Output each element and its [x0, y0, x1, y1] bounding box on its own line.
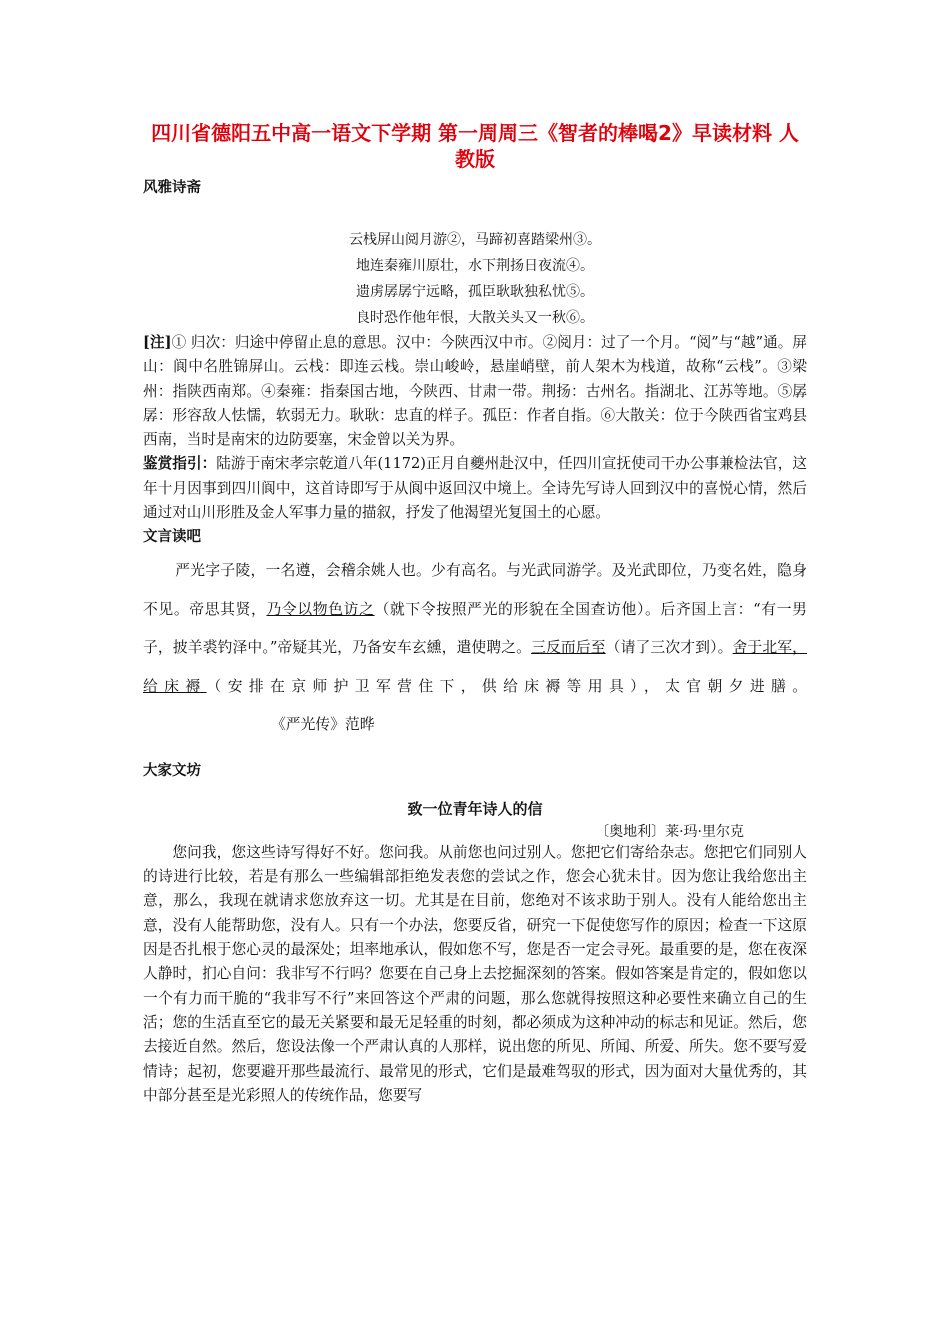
- underlined-phrase: 乃令以物色访之: [266, 600, 375, 618]
- section-heading-poetry: 风雅诗斋: [143, 180, 201, 196]
- section-heading-classical: 文言读吧: [143, 529, 201, 546]
- document-page: [143, 120, 807, 1108]
- letter-author: 〔奥地利〕莱·玛·里尔克: [595, 823, 744, 840]
- letter-title: 致一位青年诗人的信: [407, 799, 543, 818]
- classical-text: （请了三次才到）。: [605, 639, 733, 657]
- letter-body: 您问我，您这些诗写得好不好。您问我。从前您也问过别人。您把它们寄给杂志。您把它们同别人的诗进行比较，若是有那么一些编辑部拒绝发表您的尝试之作，您会心犹未甘。因为您让我给您出主意，那么，我现在就请求您放弃这一切。尤其是在目前，您绝对不该求助于别人。没有人能给您出主意，没有人能帮助您，没有人。只有一个办法，您要反省，研究一下促使您写作的原因；检查一下这原因是否扎根于您心灵的最深处；坦率地承认，假如您不写，您是否一定会寻死。最重要的是，您在夜深人静时，扪心自问：我非写不行吗？您要在自己身上去挖掘深刻的答案。假如答案是肯定的，假如您以一个有力而干脆的“我非写不行”来回答这个严肃的问题，那么您就得按照这种必要性来确立自己的生活；您的生活直至它的最无关紧要和最无足轻重的时刻，都必须成为这种冲动的标志和见证。然后，您去接近自然。然后，您设法像一个严肃认真的人那样，说出您的所见、所闻、所爱、所失。您不要写爱情诗；起初，您要避开那些最流行、最常见的形式，它们是最难驾驭的形式，因为面对大量优秀的，其中部分甚至是光彩照人的传统作品，您要写: [143, 843, 807, 1104]
- poem-notes: [143, 331, 807, 452]
- appreciation-label: 鉴赏指引：: [143, 455, 217, 473]
- classical-text: （安排在京师护卫军营住下，供给床褥等用具），太官朝夕进膳。: [206, 677, 807, 695]
- poem: [143, 227, 807, 331]
- underlined-phrase: 三反而后至: [531, 639, 606, 657]
- poem-line: 遗虏孱孱宁远略，孤臣耿耿独私忧⑤。: [356, 284, 594, 300]
- source-credit: 《严光传》范晔: [271, 716, 375, 734]
- notes-text: ① 归次：归途中停留止息的意思。汉中：今陕西汉中市。②阅月：过了一个月。“阅”与“越”通。屏山：阆中名胜锦屏山。云栈：即连云栈。崇山峻岭，悬崖峭壁，前人架木为栈道，故称“云栈”。③梁州：指陕西南郑。④秦雍：指秦国古地，今陕西、甘肃一带。荆扬：古州名。指湖北、江苏等地。⑤孱孱：形容敌人怯懦，软弱无力。耿耿：忠直的样子。孤臣：作者自指。⑥大散关：位于今陕西省宝鸡县西南，当时是南宋的边防要塞，宋金曾以关为界。: [143, 334, 807, 449]
- classical-text: 严光字子陵，一名遵，会稽余姚人也。少有高名。与光武同游学。及光武即位，乃变名姓，隐身不见。帝思其贤，: [143, 562, 807, 618]
- appreciation-text: 陆游于南宋孝宗乾道八年(1172)正月自夔州赴汉中，任四川宣抚使司干办公事兼检法官，这年十月因事到四川阆中，这首诗即写于从阆中返回汉中境上。全诗先写诗人回到汉中的喜悦心情，然后通过对山川形胜及金人军事力量的描叙，抒发了他渴望光复国土的心愿。: [143, 455, 807, 522]
- underlined-phrase: 舍于北军，给床褥: [143, 639, 807, 695]
- poem-line: 云栈屏山阅月游②，马蹄初喜踏梁州③。: [349, 232, 601, 248]
- section-heading-essays: 大家文坊: [143, 762, 201, 779]
- document-title: 四川省德阳五中高一语文下学期 第一周周三《智者的棒喝2》早读材料 人教版: [151, 121, 799, 171]
- classical-passage: [143, 552, 807, 745]
- appreciation: [143, 452, 807, 525]
- poem-line: 良时恐作他年恨，大散关头又一秋⑥。: [356, 310, 594, 326]
- classical-text: （就下令按照严光的形貌在全国查访他）。后齐国上言：“有一男子，披羊裘钓泽中。”帝疑其光，乃备安车玄纁，遣使聘之。: [143, 600, 807, 657]
- notes-label: [注]: [143, 334, 172, 351]
- poem-line: 地连秦雍川原壮，水下荆扬日夜流④。: [356, 258, 594, 274]
